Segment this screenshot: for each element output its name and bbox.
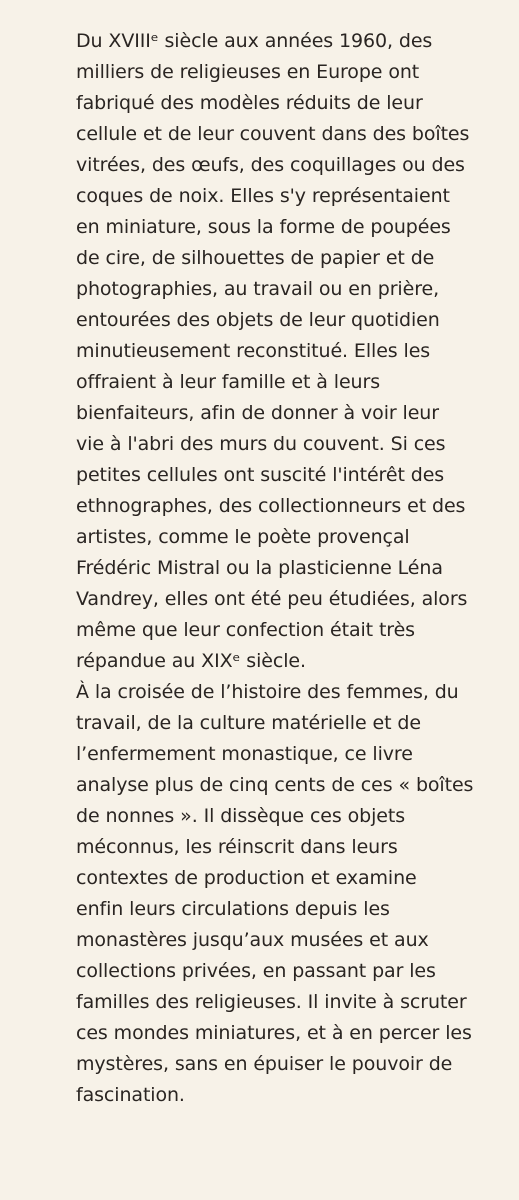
text-line: mystères, sans en épuiser le pouvoir de bbox=[76, 1053, 453, 1075]
text-line: À la croisée de l’histoire des femmes, du bbox=[76, 681, 459, 703]
text-line: bienfaiteurs, afin de donner à voir leur bbox=[76, 402, 439, 424]
text-line: artistes, comme le poète provençal bbox=[76, 526, 410, 548]
text-line: minutieusement reconstitué. Elles les bbox=[76, 340, 431, 362]
text-line: entourées des objets de leur quotidien bbox=[76, 309, 440, 331]
text-line: photographies, au travail ou en prière, bbox=[76, 278, 440, 300]
text-line: offraient à leur famille et à leurs bbox=[76, 371, 380, 393]
text-line: analyse plus de cinq cents de ces « boîtes bbox=[76, 774, 474, 796]
text-line: Du XVIIIᵉ siècle aux années 1960, des bbox=[76, 30, 433, 52]
description-paragraph-1 bbox=[76, 26, 506, 677]
text-line: enfin leurs circulations depuis les bbox=[76, 898, 390, 920]
text-line: même que leur confection était très bbox=[76, 619, 415, 641]
text-line: répandue au XIXᵉ siècle. bbox=[76, 650, 306, 672]
text-line: collections privées, en passant par les bbox=[76, 960, 436, 982]
text-line: coques de noix. Elles s'y représentaient bbox=[76, 185, 450, 207]
text-line: travail, de la culture matérielle et de bbox=[76, 712, 421, 734]
text-line: méconnus, les réinscrit dans leurs bbox=[76, 836, 398, 858]
text-line: de cire, de silhouettes de papier et de bbox=[76, 247, 435, 269]
text-line: de nonnes ». Il dissèque ces objets bbox=[76, 805, 406, 827]
text-line: petites cellules ont suscité l'intérêt des bbox=[76, 464, 445, 486]
text-line: contextes de production et examine bbox=[76, 867, 417, 889]
text-line: fascination. bbox=[76, 1084, 185, 1106]
text-line: vie à l'abri des murs du couvent. Si ces bbox=[76, 433, 446, 455]
text-line: familles des religieuses. Il invite à scruter bbox=[76, 991, 467, 1013]
text-line: Frédéric Mistral ou la plasticienne Léna bbox=[76, 557, 443, 579]
text-line: ethnographes, des collectionneurs et des bbox=[76, 495, 466, 517]
description-paragraph-2 bbox=[76, 677, 506, 1111]
text-line: fabriqué des modèles réduits de leur bbox=[76, 92, 423, 114]
text-line: cellule et de leur couvent dans des boîtes bbox=[76, 123, 470, 145]
text-line: milliers de religieuses en Europe ont bbox=[76, 61, 420, 83]
text-line: Vandrey, elles ont été peu étudiées, alors bbox=[76, 588, 468, 610]
text-line: en miniature, sous la forme de poupées bbox=[76, 216, 451, 238]
text-line: monastères jusqu’aux musées et aux bbox=[76, 929, 429, 951]
text-line: ces mondes miniatures, et à en percer les bbox=[76, 1022, 472, 1044]
book-description bbox=[76, 26, 506, 1111]
text-line: vitrées, des œufs, des coquillages ou des bbox=[76, 154, 465, 176]
text-line: l’enfermement monastique, ce livre bbox=[76, 743, 413, 765]
